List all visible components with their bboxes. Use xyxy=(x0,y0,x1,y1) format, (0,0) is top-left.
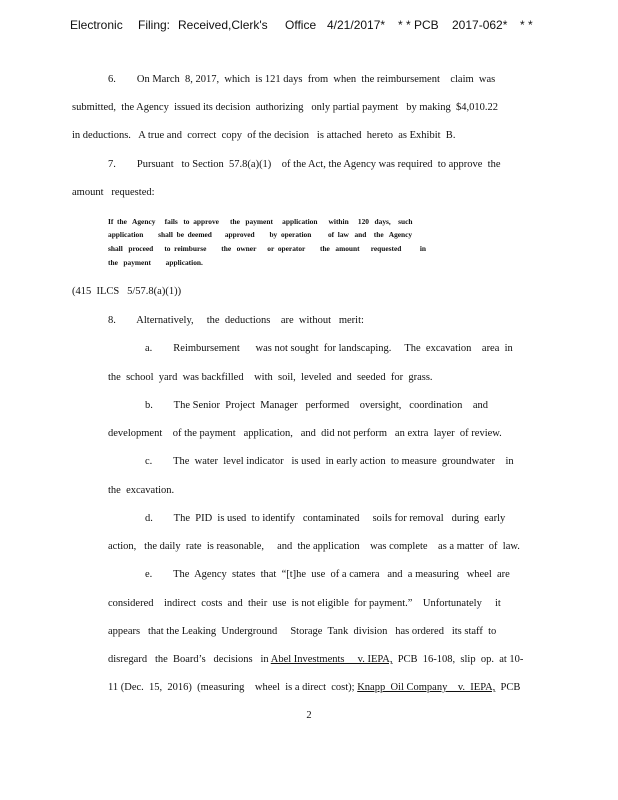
header-word: 4/21/2017* xyxy=(327,18,386,32)
paragraph-6-line: submitted, the Agency issued its decision authorizing only partial payment by making $4,010.22 xyxy=(72,102,499,113)
header-word: * * PCB xyxy=(398,18,439,32)
item-e-text: disregard the Board’s decisions in xyxy=(108,654,269,665)
statute-quote-line: If the Agency fails to approve the payment application within 120 days, such xyxy=(108,217,413,226)
paragraph-7-line: 7. Pursuant to Section 57.8(a)(1) of the Act, the Agency was required to approve the xyxy=(108,159,501,170)
header-word: Electronic xyxy=(70,18,123,32)
header-word: 2017-062* xyxy=(452,18,508,32)
item-e-line xyxy=(108,653,523,667)
page-number: 2 xyxy=(306,710,312,721)
statute-citation: (415 ILCS 5/57.8(a)(1)) xyxy=(72,286,182,297)
header-word: * * xyxy=(520,18,533,32)
header-word: Office xyxy=(285,18,317,32)
statute-quote-line: the payment application. xyxy=(108,258,203,267)
item-e-line xyxy=(108,681,520,695)
item-b-line: development of the payment application, and did not perform an extra layer of review. xyxy=(108,428,502,439)
statute-quote-line: application shall be deemed approved by operation of law and the Agency xyxy=(108,230,413,239)
item-e-line: appears that the Leaking Underground Storage Tank division has ordered its staff to xyxy=(108,626,497,637)
header-word: Filing: xyxy=(138,18,171,32)
filing-header xyxy=(70,18,550,36)
paragraph-6-line: 6. On March 8, 2017, which is 121 days from when the reimbursement claim was xyxy=(108,74,496,85)
item-b-line: b. The Senior Project Manager performed oversight, coordination and xyxy=(145,400,489,411)
item-e-line: e. The Agency states that “[t]he use of a camera and a measuring wheel are xyxy=(145,569,510,580)
item-a-line: a. Reimbursement was not sought for landscaping. The excavation area in xyxy=(145,343,513,354)
item-e-text: 11 (Dec. 15, 2016) (measuring wheel is a direct cost); xyxy=(108,682,355,693)
header-word: Received,Clerk's xyxy=(178,18,268,32)
item-d-line: action, the daily rate is reasonable, and the application was complete as a matter of law. xyxy=(108,541,520,552)
item-e-line: considered indirect costs and their use is not eligible for payment.” Unfortunately it xyxy=(108,598,501,609)
case-citation: Abel Investments v. IEPA, xyxy=(270,654,393,665)
item-a-line: the school yard was backfilled with soil, leveled and seeded for grass. xyxy=(108,372,433,383)
item-c-line: c. The water level indicator is used in early action to measure groundwater in xyxy=(145,456,514,467)
paragraph-7-line: amount requested: xyxy=(72,187,155,198)
paragraph-8: 8. Alternatively, the deductions are without merit: xyxy=(108,315,364,326)
paragraph-6-line: in deductions. A true and correct copy of the decision is attached hereto as Exhibit B. xyxy=(72,130,456,141)
item-e-text: PCB 16-108, slip op. at 10- xyxy=(392,654,524,665)
item-e-text: PCB xyxy=(495,682,521,693)
case-citation: Knapp Oil Company v. IEPA, xyxy=(357,682,496,693)
item-d-line: d. The PID is used to identify contaminated soils for removal during early xyxy=(145,513,506,524)
item-c-line: the excavation. xyxy=(108,485,175,496)
statute-quote-line: shall proceed to reimburse the owner or operator the amount requested in xyxy=(108,244,426,253)
